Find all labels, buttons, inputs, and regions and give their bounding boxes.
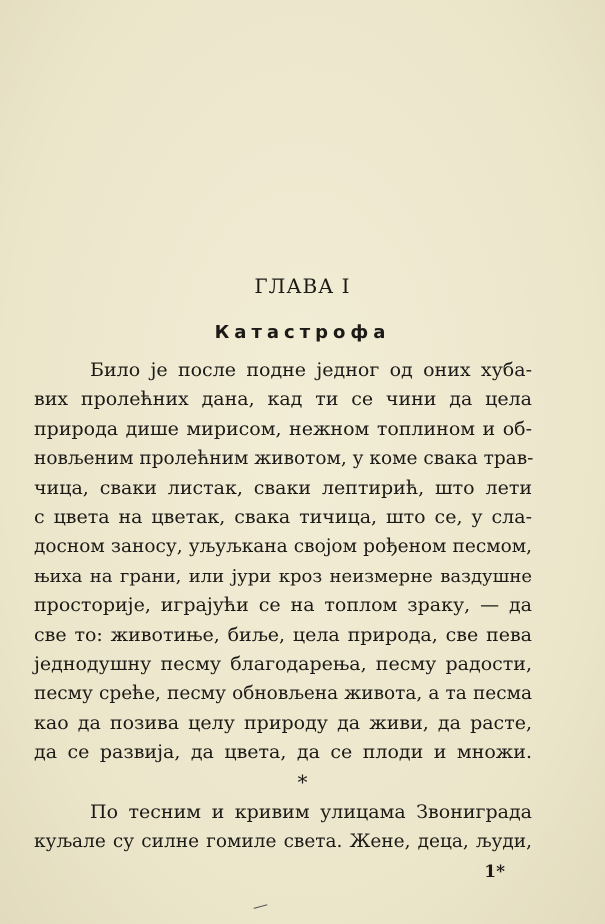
text-line: Било је после подне једног од оних хуба- [90, 359, 532, 381]
text-line: По тесним и кривим улицама Звониграда [90, 801, 532, 823]
text-line: као да позива целу природу да живи, да расте, [34, 711, 532, 734]
text-line: песму среће, песму обновљена живота, а та песма [34, 683, 532, 705]
text-line: вих пролећних дана, кад ти се чини да цела [34, 388, 532, 411]
page-number: 1* [484, 862, 505, 882]
paragraph-2 [34, 798, 532, 857]
text-line: досном заносу, уљуљкана својом рођеном песмом, [34, 536, 532, 558]
text-line: новљеним пролећним животом, у коме свака трав- [34, 448, 534, 470]
text-line: да се развија, да цвета, да се плоди и множи. [34, 741, 532, 764]
text-line: просторије, играјући се на топлом зраку, — да [34, 594, 532, 617]
text-line: чица, сваки листак, сваки лептирић, што лети [34, 476, 532, 499]
print-mark [254, 904, 269, 912]
text-line: све то: животиње, биље, цела природа, све пева [34, 623, 532, 646]
section-divider: * [297, 770, 308, 794]
chapter-heading: ГЛАВА I [254, 274, 351, 298]
text-line: с цвета на цветак, свака тичица, што се, у сла- [34, 505, 532, 528]
paragraph-1 [34, 356, 532, 767]
chapter-title: Катастрофа [214, 322, 391, 343]
text-line: природа дише мирисом, нежном топлином и об- [34, 417, 532, 440]
text-line: једнодушну песму благодарења, песму радости, [34, 652, 532, 675]
text-line: њиха на грани, или јури кроз неизмерне ваздушне [34, 565, 532, 587]
text-line: куљале су силне гомиле света. Жене, деца, људи, [34, 831, 532, 853]
